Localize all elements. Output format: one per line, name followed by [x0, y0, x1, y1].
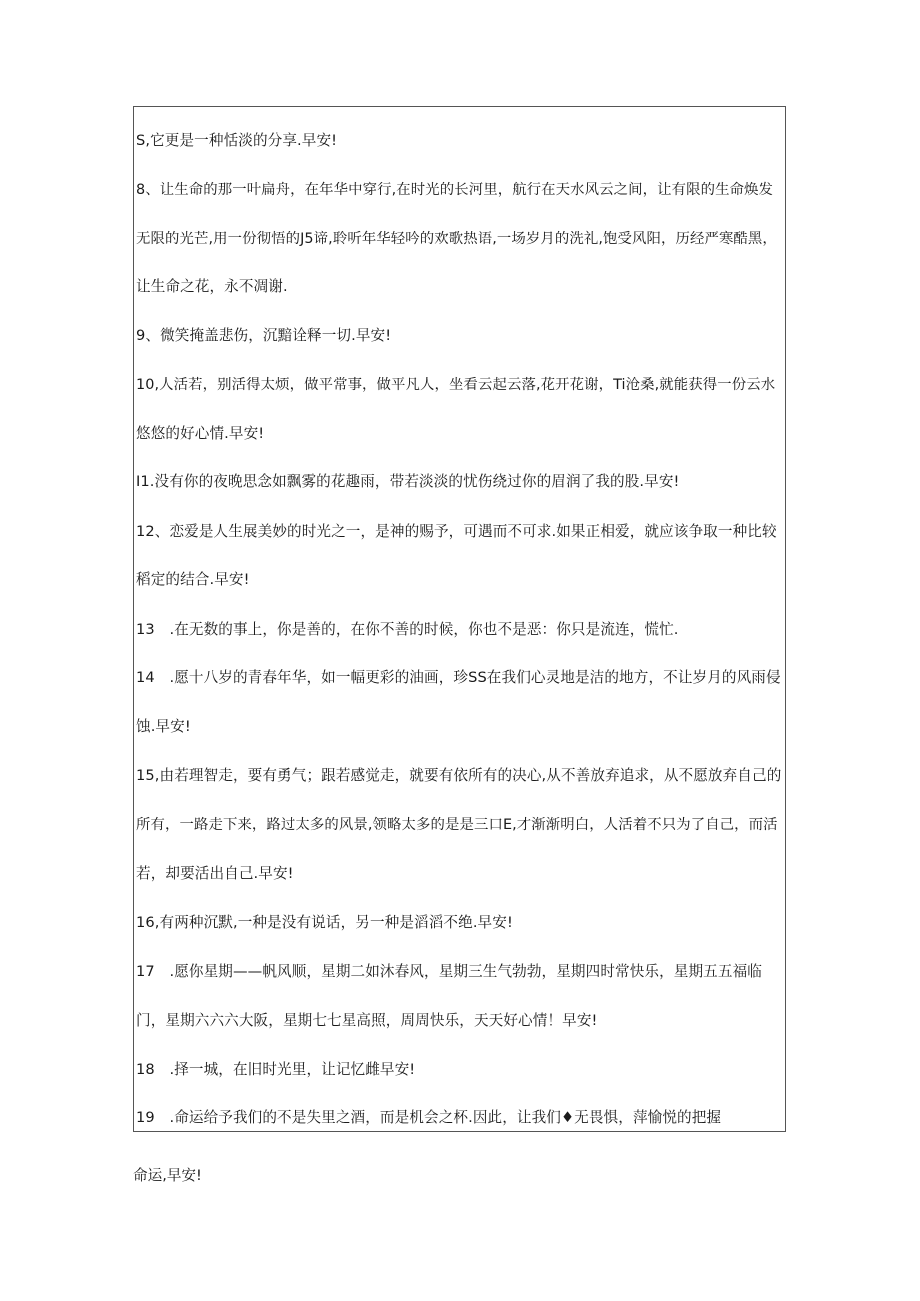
- text-line: 15,由若理智走，要有勇气；跟若感觉走，就要有依所有的决心,从不善放弃追求，从不愿放弃自己的: [136, 767, 782, 784]
- text-line: 让生命之花，永不凋谢.: [136, 278, 288, 295]
- text-line: I1.没有你的夜晚思念如飘雾的花趣雨，带若淡淡的忧伤绕过你的眉润了我的股.早安!: [136, 473, 680, 490]
- text-line: 悠悠的好心情.早安!: [136, 425, 265, 442]
- trailing-text-line: 命运,早安!: [133, 1167, 202, 1184]
- text-line: 17 .愿你星期——帆风顺，星期二如沐春风，星期三生气勃勃，星期四时常快乐，星期五五福临: [136, 963, 762, 980]
- text-line: 8、让生命的那一叶扁舟，在年华中穿行,在时光的长河里，航行在天水风云之间，让有限的生命焕发: [136, 182, 774, 198]
- text-line: 14 .愿十八岁的青春年华，如一幅更彩的油画，珍SS在我们心灵地是洁的地方，不让岁月的风雨侵: [136, 669, 781, 686]
- text-line: 13 .在无数的事上，你是善的，在你不善的时候，你也不是恶：你只是流连，慌忙.: [136, 621, 679, 638]
- text-line: 所有，一路走下来，路过太多的风景,领略太多的是是三口E,才渐渐明白，人活着不只为了自己，而活: [136, 817, 778, 833]
- text-line: 稻定的结合.早安!: [136, 571, 250, 588]
- text-line: 蚀.早安!: [136, 718, 191, 735]
- text-line: 12、恋爱是人生展美妙的时光之一，是神的赐予，可遇而不可求.如果正相爱，就应该争取一种比较: [136, 523, 777, 540]
- text-line: 无限的光芒,用一份彻悟的J5谛,聆听年华轻吟的欢歌热语,一场岁月的洗礼,饱受风阳，历经严寒酷黑，: [136, 231, 777, 247]
- text-line: 18 .择一城，在旧时光里，让记忆雌早安!: [136, 1061, 416, 1078]
- text-line: 9、微笑掩盖悲伤，沉黯诠释一切.早安!: [136, 327, 392, 344]
- text-line: 10,人活若，别活得太烦，做平常事，做平凡人，坐看云起云落,花开花谢，Ti沧桑,就能获得一份云水: [136, 377, 776, 393]
- text-line: 门，星期六六六大阪，星期七七星高照，周周快乐，天天好心情！早安!: [136, 1012, 598, 1029]
- text-line: 19 .命运给予我们的不是失里之酒，而是机会之杯.因此，让我们♦无畏惧，萍愉悦的把握: [136, 1109, 722, 1126]
- text-line: 16,有两种沉默,一种是没有说话，另一种是滔滔不绝.早安!: [136, 914, 513, 931]
- text-line: 若，却要活出自己.早安!: [136, 865, 294, 882]
- text-line: S,它更是一种恬淡的分享.早安!: [136, 132, 338, 149]
